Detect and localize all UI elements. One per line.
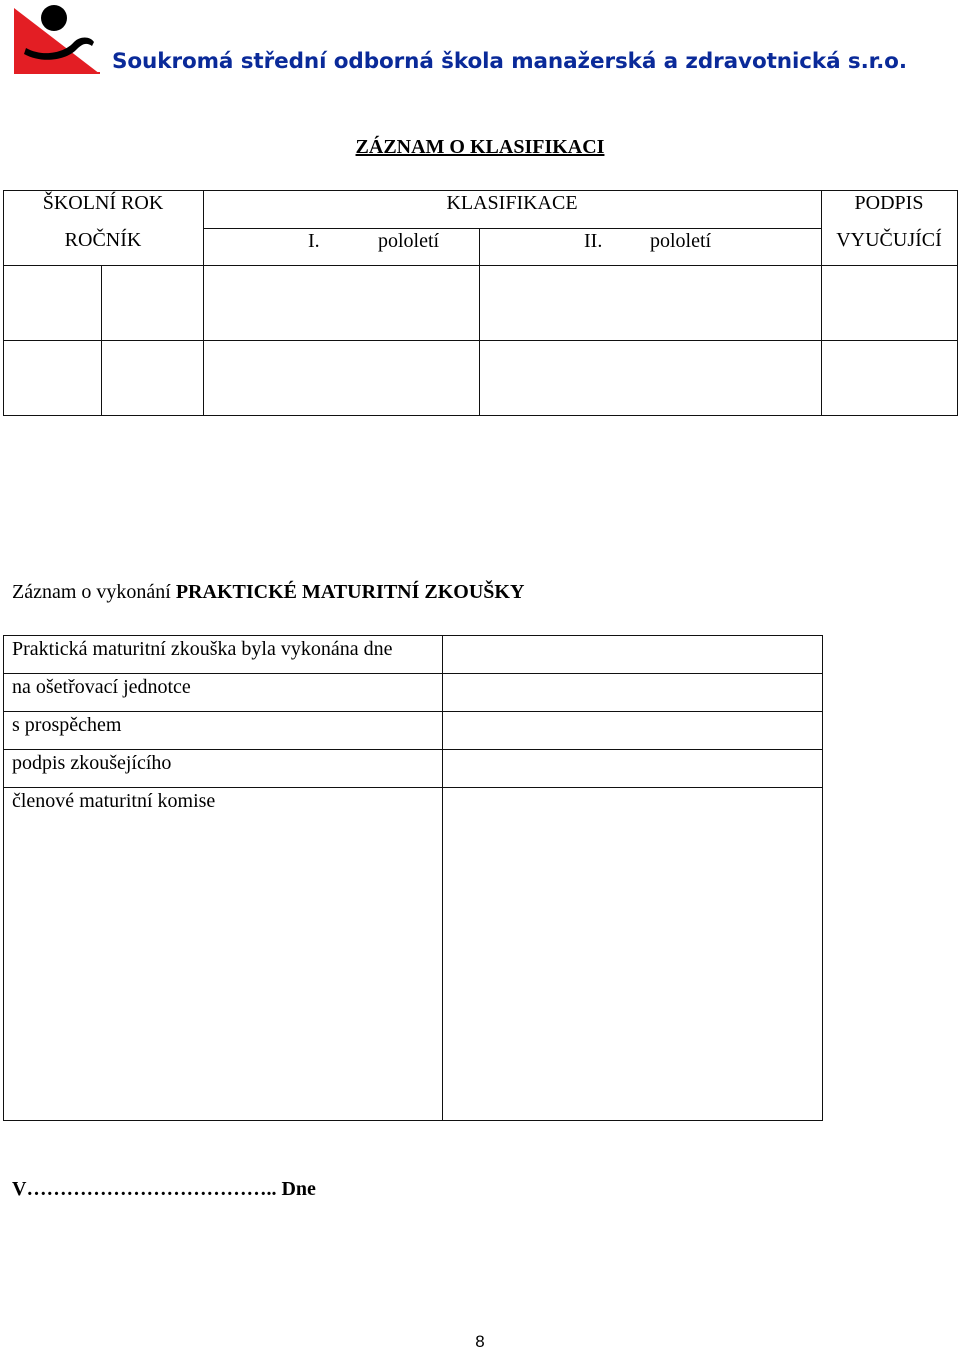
semester-2-number: II. [584, 230, 603, 252]
semester-1-label: pololetí [378, 230, 440, 252]
exam-heading [12, 581, 524, 604]
exam-heading-bold: PRAKTICKÉ MATURITNÍ ZKOUŠKY [175, 581, 525, 603]
header-signature-1: PODPIS [854, 192, 924, 214]
header-year: ROČNÍK [64, 229, 142, 251]
exam-row-grade: s prospěchem [12, 714, 122, 736]
exam-row-unit: na ošetřovací jednotce [12, 676, 191, 698]
school-name: Soukromá střední odborná škola manažerská a zdravotnická s.r.o. [112, 49, 907, 74]
exam-row-date: Praktická maturitní zkouška byla vykonána dne [12, 638, 393, 660]
header-classification: KLASIFIKACE [446, 192, 578, 214]
logo-head [41, 5, 67, 31]
exam-heading-prefix: Záznam o vykonání [12, 581, 176, 603]
semester-2-label: pololetí [650, 230, 712, 252]
header-school-year: ŠKOLNÍ ROK [42, 192, 164, 214]
page-number: 8 [475, 1332, 485, 1351]
exam-row-examiner: podpis zkoušejícího [12, 752, 172, 774]
page-title: ZÁZNAM O KLASIFIKACI [355, 136, 605, 158]
school-logo-icon [14, 2, 100, 74]
exam-row-committee: členové maturitní komise [12, 790, 216, 812]
place-date-line: V……………………………….. Dne [12, 1178, 316, 1200]
semester-1-number: I. [308, 230, 320, 252]
header-signature-2: VYUČUJÍCÍ [836, 229, 942, 251]
